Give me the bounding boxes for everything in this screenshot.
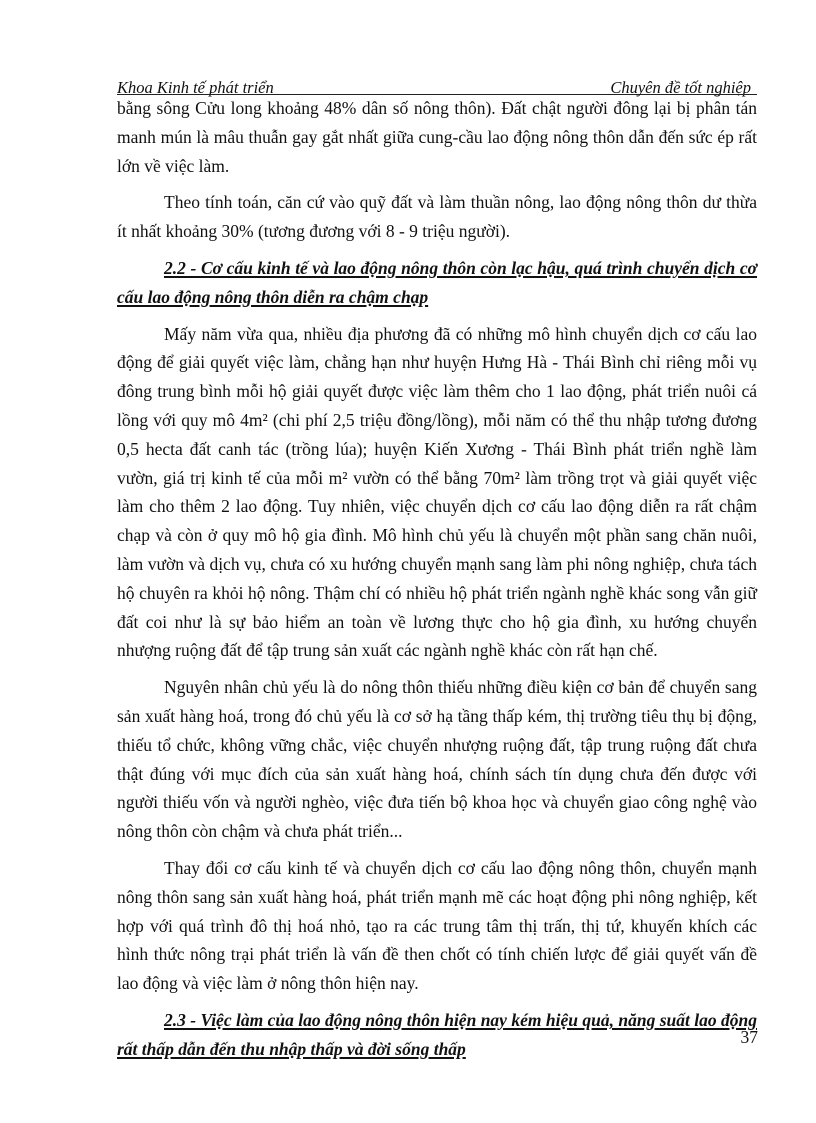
section-heading-2-2: 2.2 - Cơ cấu kinh tế và lao động nông thôn còn lạc hậu, quá trình chuyển dịch cơ cấu lao động nông thôn diễn ra chậm chạp xyxy=(117,257,757,307)
page-body xyxy=(117,94,757,1072)
section-heading-2-3: 2.3 - Việc làm của lao động nông thôn hiện nay kém hiệu quả, năng suất lao động rất thấp dẫn đến thu nhập thấp và đời sống thấp xyxy=(117,1009,757,1059)
header-document-type: Chuyên đề tốt nghiệp xyxy=(610,78,751,97)
page-number: 37 xyxy=(740,1027,758,1047)
paragraph-continuation: bằng sông Cửu long khoảng 48% dân số nông thôn). Đất chật người đông lại bị phân tán manh mún là mâu thuẫn gay gắt nhất giữa cung-cầu lao động nông thôn dẫn đến sức ép rất lớn về việc làm. xyxy=(117,98,757,176)
paragraph-surplus-labor: Theo tính toán, căn cứ vào quỹ đất và làm thuần nông, lao động nông thôn dư thừa ít nhất khoảng 30% (tương đương với 8 - 9 triệu người). xyxy=(117,192,757,242)
header-faculty: Khoa Kinh tế phát triển xyxy=(117,78,274,97)
paragraph-local-models: Mấy năm vừa qua, nhiều địa phương đã có những mô hình chuyển dịch cơ cấu lao động để giải quyết việc làm, chẳng hạn như huyện Hưng Hà - Thái Bình chỉ riêng mỗi vụ đông trung bình mỗi hộ giải quyết được việc làm thêm cho 1 lao động, phát triển nuôi cá lồng với quy mô 4m² (chi phí 2,5 triệu đồng/lồng), mỗi năm có thể thu nhập tương đương 0,5 hecta đất canh tác (trồng lúa); huyện Kiến Xương - Thái Bình phát triển nghề làm vườn, giá trị kinh tế của mỗi m² vườn có thể bằng 70m² làm trồng trọt và giải quyết việc làm cho thêm 2 lao động. Tuy nhiên, việc chuyển dịch cơ cấu lao động diễn ra rất chậm chạp và còn ở quy mô hộ gia đình. Mô hình chủ yếu là chuyển một phần sang chăn nuôi, làm vườn và dịch vụ, chưa có xu hướng chuyển mạnh sang làm phi nông nghiệp, chưa tách hộ chuyên ra khỏi hộ nông. Thậm chí có nhiều hộ phát triển ngành nghề khác song vẫn giữ đất coi như là sự bảo hiểm an toàn về lương thực cho hộ gia đình, xu hướng chuyển nhượng ruộng đất để tập trung sản xuất các ngành nghề khác còn rất hạn chế. xyxy=(117,323,757,661)
paragraph-strategy: Thay đổi cơ cấu kinh tế và chuyển dịch cơ cấu lao động nông thôn, chuyển mạnh nông thôn sang sản xuất hàng hoá, phát triển mạnh mẽ các hoạt động phi nông nghiệp, kết hợp với quá trình đô thị hoá nhỏ, tạo ra các trung tâm thị trấn, thị tứ, khuyến khích các hình thức nông trại phát triển là vấn đề then chốt có tính chiến lược để giải quyết vấn đề lao động và việc làm ở nông thôn hiện nay. xyxy=(117,857,757,994)
paragraph-causes: Nguyên nhân chủ yếu là do nông thôn thiếu những điều kiện cơ bản để chuyển sang sản xuất hàng hoá, trong đó chủ yếu là cơ sở hạ tầng thấp kém, thị trường tiêu thụ bị động, thiếu tổ chức, không vững chắc, việc chuyển nhượng ruộng đất, tập trung ruộng đất chưa thật đúng với mục đích của sản xuất hàng hoá, chính sách tín dụng chưa đến được với người thiếu vốn và người nghèo, việc đưa tiến bộ khoa học và chuyển giao công nghệ vào nông thôn còn chậm và chưa phát triển... xyxy=(117,677,757,842)
